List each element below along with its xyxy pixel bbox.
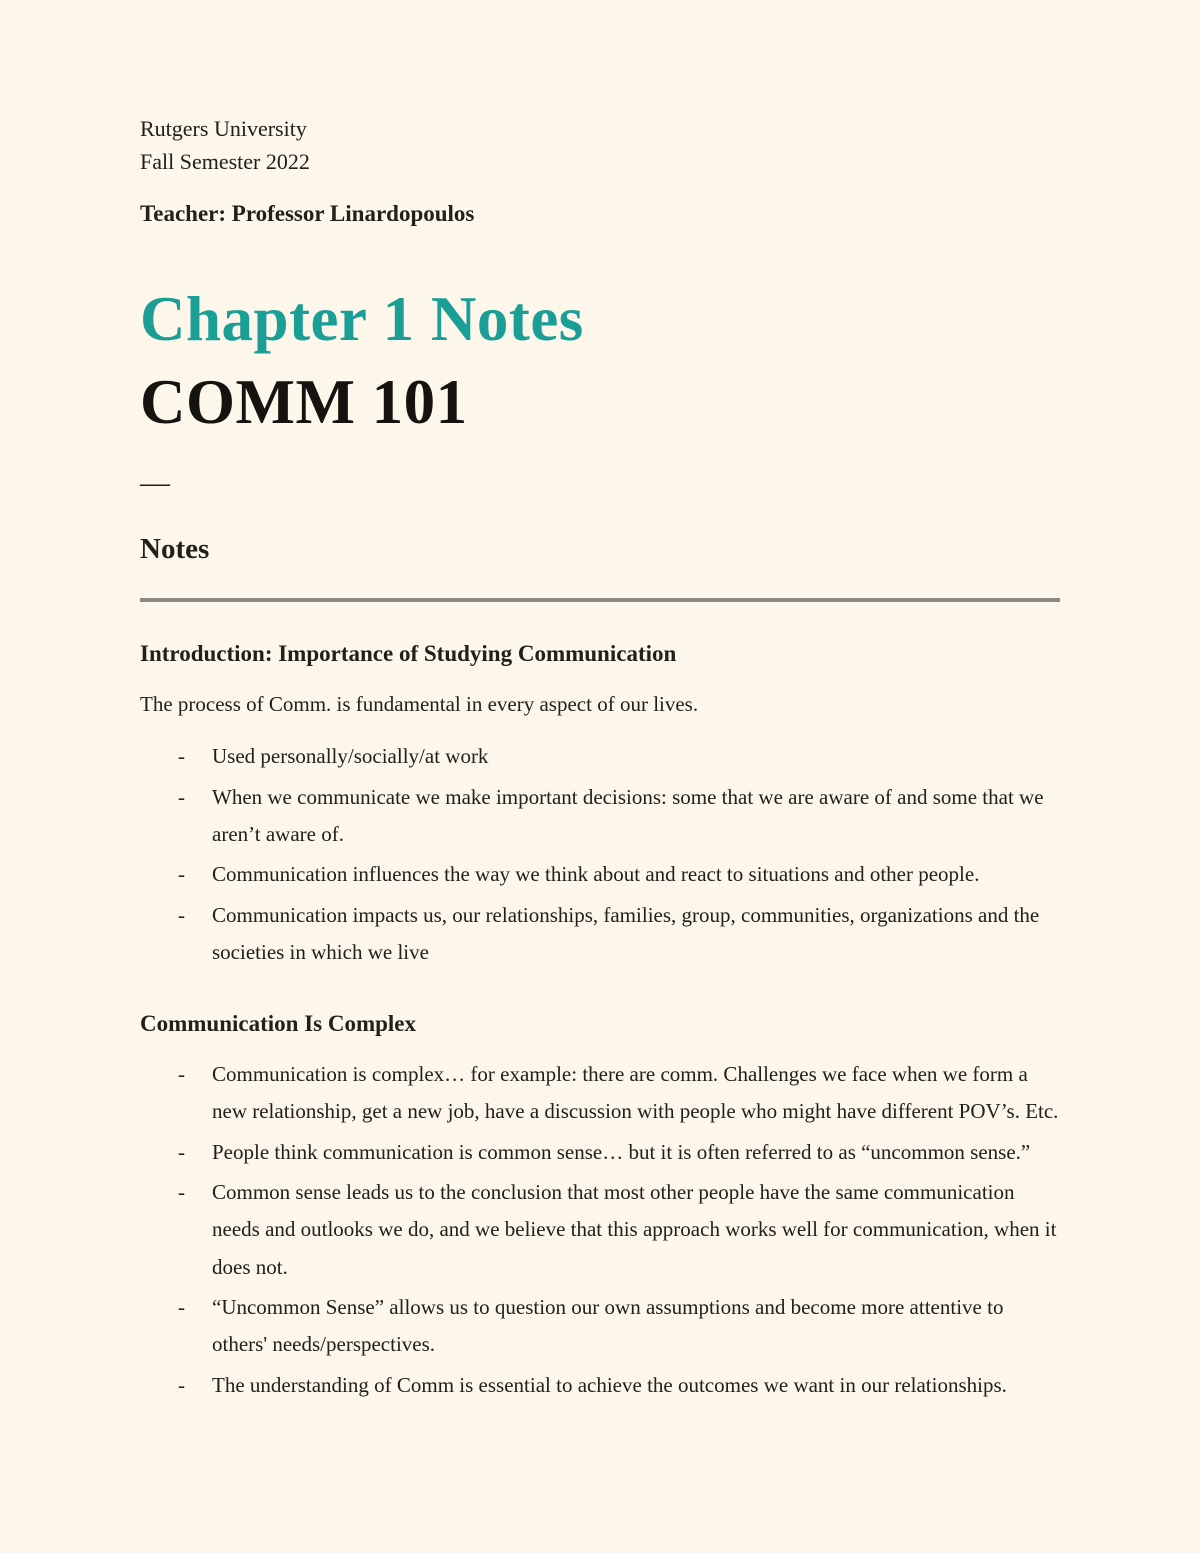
university-name: Rutgers University [140, 116, 307, 141]
bullet-item: - The understanding of Comm is essential to achieve the outcomes we want in our relationships. [178, 1367, 1060, 1404]
semester-label: Fall Semester 2022 [140, 149, 310, 174]
section-heading: Introduction: Importance of Studying Communication [140, 641, 677, 667]
bullet-item: - People think communication is common sense… but it is often referred to as “uncommon sense.” [178, 1134, 1060, 1171]
section-intro: The process of Comm. is fundamental in every aspect of our lives. [140, 691, 699, 716]
bullet-list [140, 1056, 1060, 1404]
notes-section [140, 638, 1060, 971]
bullet-item: - Common sense leads us to the conclusion that most other people have the same communication needs and outlooks we do, and we believe that this approach works well for communication, when it does not. [178, 1174, 1060, 1286]
teacher-label: Teacher: Professor Linardopoulos [140, 201, 475, 226]
notes-heading: Notes [140, 532, 210, 565]
bullet-item: - Communication is complex… for example: there are comm. Challenges we face when we form a new relationship, get a new job, have a discussion with people who might have different POV’s. Etc. [178, 1056, 1060, 1131]
sections-container [140, 638, 1060, 1404]
notes-section [140, 1008, 1060, 1405]
bullet-item: - Used personally/socially/at work [178, 738, 1060, 775]
chapter-title: Chapter 1 Notes [140, 284, 584, 355]
bullet-list [140, 738, 1060, 971]
bullet-item: - Communication impacts us, our relationships, families, group, communities, organizations and the societies in which we live [178, 897, 1060, 972]
divider-dash: — [140, 465, 170, 499]
section-heading: Communication Is Complex [140, 1010, 417, 1036]
bullet-item: - Communication influences the way we think about and react to situations and other people. [178, 856, 1060, 893]
document-content [140, 112, 1060, 1404]
bullet-item: - When we communicate we make important decisions: some that we are aware of and some that we aren’t aware of. [178, 779, 1060, 854]
course-title: COMM 101 [140, 366, 468, 437]
bullet-item: - “Uncommon Sense” allows us to question our own assumptions and become more attentive to others' needs/perspectives. [178, 1289, 1060, 1364]
divider-rule [140, 598, 1060, 602]
